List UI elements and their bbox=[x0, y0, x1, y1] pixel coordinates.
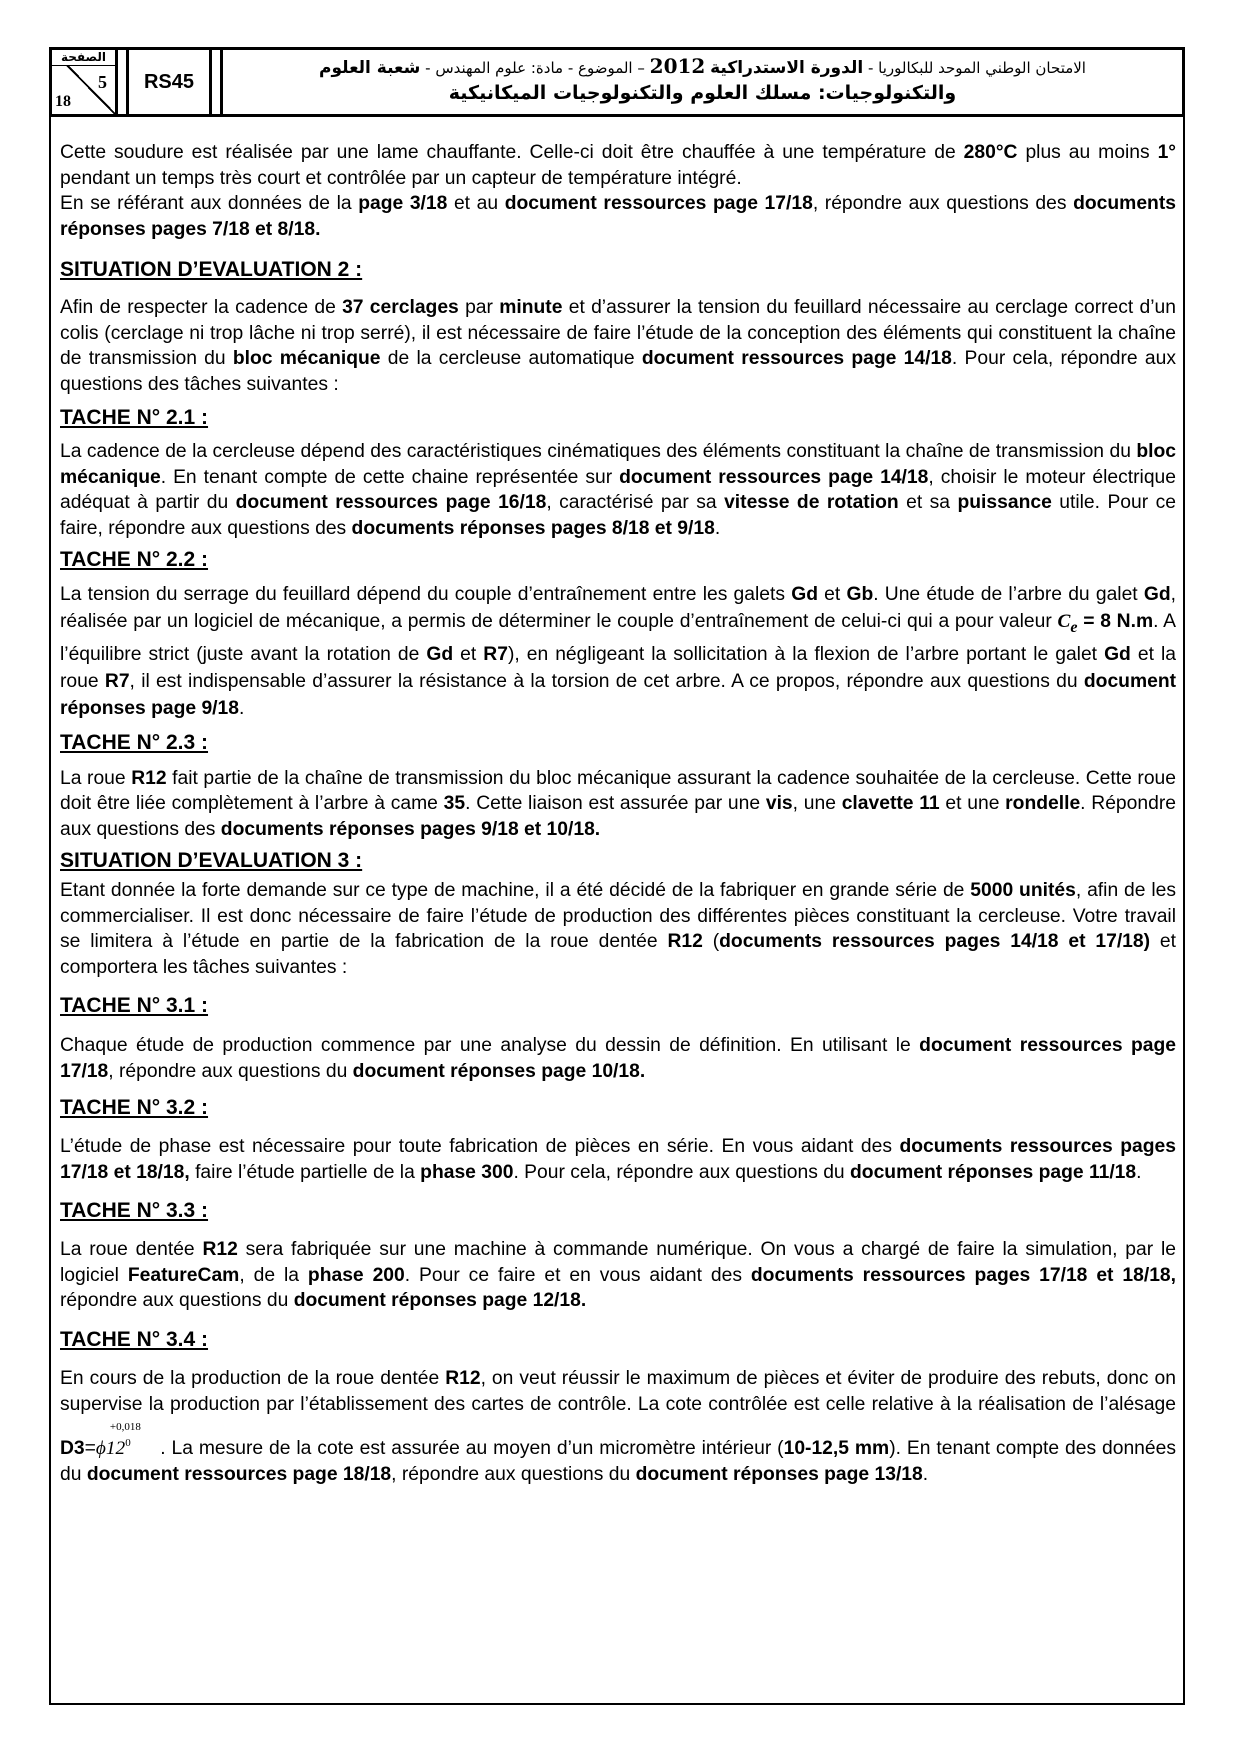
task-3-2-text: L’étude de phase est nécessaire pour toute fabrication de pièces en série. En vous aidant des documents ressources pages 17/18 et 18/18, faire l’étude partielle de la phase 300. Pour cela, répondre aux questions du document réponses page 11/18. bbox=[60, 1136, 1176, 1183]
page-total: 18 bbox=[55, 93, 71, 110]
task-3-1-title: TACHE N° 3.1 : bbox=[60, 994, 209, 1018]
exam-title-line2: والتكنولوجيات: مسلك العلوم والتكنولوجيات الميكانيكية bbox=[448, 82, 957, 104]
task-3-4-text: En cours de la production de la roue dentée R12, on veut réussir le maximum de pièces et éviter de produire des rebuts, donc on supervise la production par l’établissement des cartes de contrôle. La cote contrôlée est celle relative à la réalisation de l’alésage D3=ϕ12 +0,018 $_0$ . La mesure de la cote est assurée au moyen d’un micromètre intérieur (10-12,5 mm). En tenant compte des données du document ressources page 18/18, répondre aux questions du document réponses page 13/18. bbox=[60, 1367, 1176, 1485]
page-number-box bbox=[52, 50, 118, 114]
intro-paragraph-1: Cette soudure est réalisée par une lame chauffante. Celle-ci doit être chauffée à une température de 280°C plus au moins 1° pendant un temps très court et contrôlée par un capteur de température intégré. bbox=[60, 142, 1176, 189]
situation-2-title: SITUATION D’EVALUATION 2 : bbox=[60, 258, 363, 281]
page-content bbox=[60, 140, 1176, 1488]
exam-title-line1 bbox=[233, 54, 1172, 80]
page-header bbox=[49, 47, 1185, 117]
situation-2-text: Afin de respecter la cadence de 37 cerclages par minute et d’assurer la tension du feuillard nécessaire au cerclage correct d’un colis (cerclage ni trop lâche ni trop serré), il est nécessaire de faire l’étude de la conception des éléments qui constituent la chaîne de transmission du bloc mécanique de la cercleuse automatique document ressources page 14/18. Pour cela, répondre aux questions des tâches suivantes : bbox=[60, 297, 1176, 395]
title-part: الامتحان الوطني الموحد للبكالوريا - bbox=[867, 59, 1086, 77]
task-3-2-title: TACHE N° 3.2 : bbox=[60, 1096, 209, 1120]
title-branch: شعبة العلوم bbox=[319, 58, 421, 78]
title-session: الدورة الاستدراكية bbox=[710, 58, 864, 78]
situation-3-text: Etant donnée la forte demande sur ce type de machine, il a été décidé de la fabriquer en grande série de 5000 unités, afin de les commercialiser. Il est donc nécessaire de faire l’étude de production des différentes pièces constituant la cercleuse. Votre travail se limitera à l’étude en partie de la fabrication de la roue dentée R12 (documents ressources pages 14/18 et 17/18) et comportera les tâches suivantes : bbox=[60, 880, 1177, 978]
title-part: – الموضوع - مادة: علوم المهندس - bbox=[425, 59, 645, 77]
exam-title bbox=[220, 50, 1182, 114]
task-2-1-text: La cadence de la cercleuse dépend des caractéristiques cinématiques des éléments constituant la chaîne de transmission du bloc mécanique. En tenant compte de cette chaine représentée sur document ressources page 14/18, choisir le moteur électrique adéquat à partir du document ressources page 16/18, caractérisé par sa vitesse de rotation et sa puissance utile. Pour ce faire, répondre aux questions des documents réponses pages 8/18 et 9/18. bbox=[60, 441, 1177, 539]
couple-symbol: $C_e$ bbox=[1057, 611, 1078, 636]
task-3-4-title: TACHE N° 3.4 : bbox=[60, 1327, 209, 1351]
task-2-3-text: La roue R12 fait partie de la chaîne de transmission du bloc mécanique assurant la cadence souhaitée de la cercleuse. Cette roue doit être liée complètement à l’arbre à came 35. Cette liaison est assurée par une vis, une clavette 11 et une rondelle. Répondre aux questions des documents réponses pages 9/18 et 10/18. bbox=[60, 767, 1176, 840]
situation-3-title: SITUATION D’EVALUATION 3 : bbox=[60, 849, 363, 873]
page-number: 5 bbox=[98, 72, 107, 92]
tolerance-dimension: ϕ12 +0,018 $_0$ bbox=[95, 1420, 141, 1459]
task-2-2-title: TACHE N° 2.2 : bbox=[60, 548, 209, 571]
task-2-3-title: TACHE N° 2.3 : bbox=[60, 730, 209, 754]
page-label: الصفحة bbox=[52, 50, 115, 66]
task-2-2-text: La tension du serrage du feuillard dépend du couple d’entraînement entre les galets Gd et Gb. Une étude de l’arbre du galet Gd, réalisée par un logiciel de mécanique, a permis de déterminer le couple d’entraînement de celui-ci qui a pour valeur $C_e = 8$ N.m. A l’équilibre strict (juste avant la rotation de Gd et R7), en négligeant la sollicitation à la flexion de l’arbre portant le galet Gd et la roue R7, il est indispensable d’assurer la résistance à la torsion de cet arbre. A ce propos, répondre aux questions du document réponses page 9/18. bbox=[60, 584, 1177, 719]
task-3-3-title: TACHE N° 3.3 : bbox=[60, 1199, 209, 1223]
task-3-1-text: Chaque étude de production commence par une analyse du dessin de définition. En utilisant le document ressources page 17/18, répondre aux questions du document réponses page 10/18. bbox=[60, 1035, 1176, 1082]
intro-paragraph-2: En se référant aux données de la page 3/18 et au document ressources page 17/18, répondre aux questions des documents réponses pages 7/18 et 8/18. bbox=[60, 193, 1176, 240]
task-3-3-text: La roue dentée R12 sera fabriquée sur une machine à commande numérique. On vous a chargé de faire la simulation, par le logiciel FeatureCam, de la phase 200. Pour ce faire et en vous aidant des documents ressources pages 17/18 et 18/18, répondre aux questions du document réponses page 12/18. bbox=[60, 1239, 1176, 1312]
title-year: 2012 bbox=[649, 54, 706, 78]
task-2-1-title: TACHE N° 2.1 : bbox=[60, 406, 209, 429]
exam-code: RS45 bbox=[126, 50, 212, 114]
